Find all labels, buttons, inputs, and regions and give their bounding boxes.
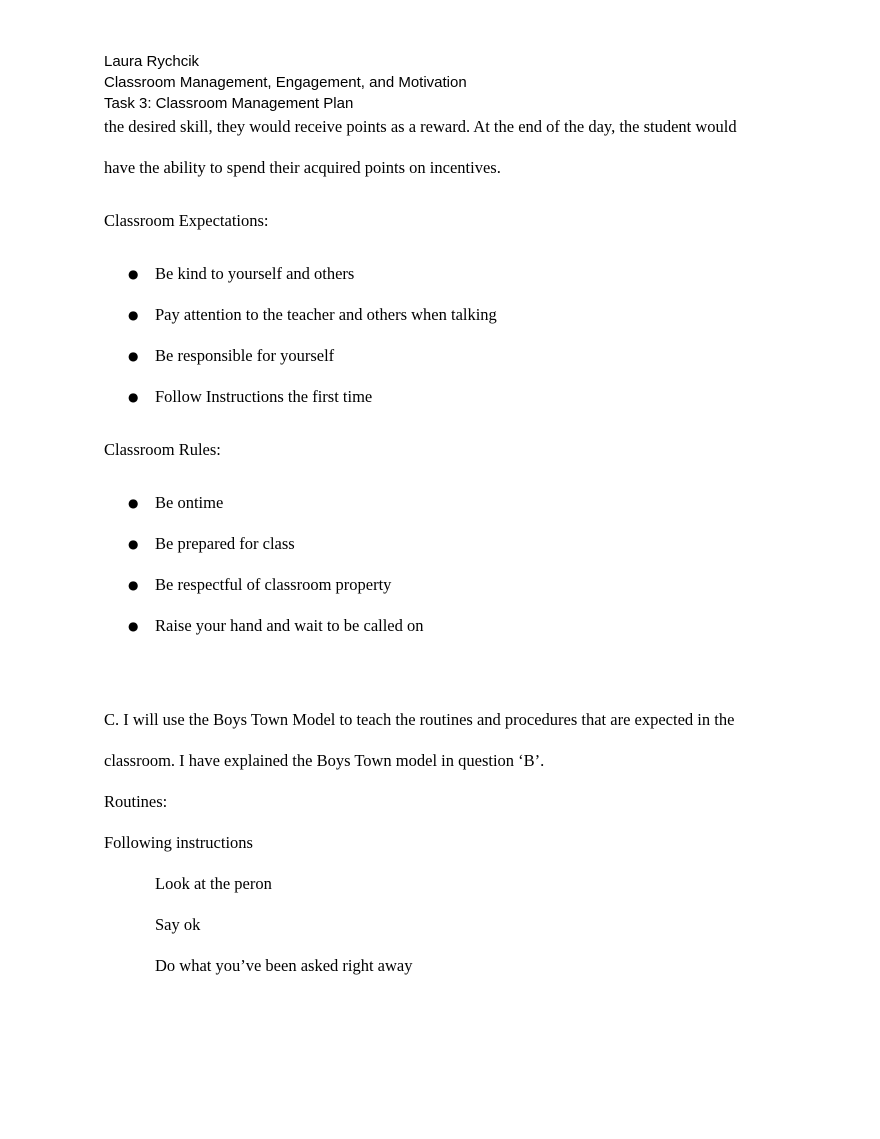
rules-heading: Classroom Rules:	[104, 440, 221, 459]
rule-item: Be prepared for class	[155, 534, 295, 553]
bullet-icon: ●	[128, 578, 139, 592]
routine-step: Say ok	[155, 915, 201, 934]
bullet-icon: ●	[128, 390, 139, 404]
bullet-icon: ●	[128, 349, 139, 363]
routine-step: Look at the peron	[155, 874, 272, 893]
header-author: Laura Rychcik	[104, 53, 200, 70]
routine-title: Following instructions	[104, 833, 253, 852]
routine-step: Do what you’ve been asked right away	[155, 956, 413, 975]
header-task: Task 3: Classroom Management Plan	[104, 95, 354, 112]
routines-heading: Routines:	[104, 792, 168, 811]
bullet-icon: ●	[128, 267, 139, 281]
rule-item: Raise your hand and wait to be called on	[155, 616, 424, 635]
rule-item: Be ontime	[155, 493, 224, 512]
section-c-line-2: classroom. I have explained the Boys Town model in question ‘B’.	[104, 751, 545, 770]
intro-line-1: the desired skill, they would receive points as a reward. At the end of the day, the student would	[104, 117, 737, 136]
bullet-icon: ●	[128, 496, 139, 510]
rule-item: Be respectful of classroom property	[155, 575, 392, 594]
bullet-icon: ●	[128, 308, 139, 322]
section-c-line-1: C. I will use the Boys Town Model to teach the routines and procedures that are expected in the	[104, 710, 735, 729]
expectation-item: Follow Instructions the first time	[155, 387, 373, 406]
expectations-heading: Classroom Expectations:	[104, 211, 269, 230]
intro-line-2: have the ability to spend their acquired points on incentives.	[104, 158, 501, 177]
expectation-item: Be responsible for yourself	[155, 346, 335, 365]
expectation-item: Be kind to yourself and others	[155, 264, 355, 283]
bullet-icon: ●	[128, 619, 139, 633]
expectation-item: Pay attention to the teacher and others when talking	[155, 305, 497, 324]
bullet-icon: ●	[128, 537, 139, 551]
header-course: Classroom Management, Engagement, and Motivation	[104, 74, 467, 91]
